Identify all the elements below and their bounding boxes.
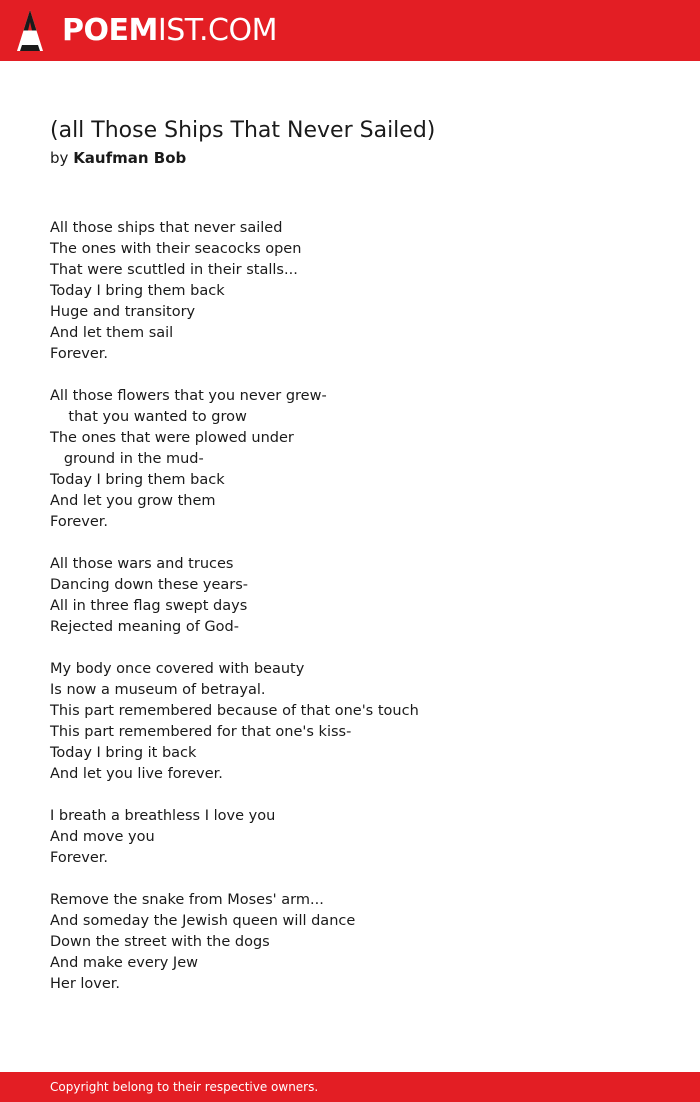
poem-line: Today I bring them back (50, 283, 225, 299)
poem-line: Remove the snake from Moses' arm... (50, 892, 324, 908)
poem-line: ground in the mud- (50, 451, 204, 467)
site-footer (0, 1072, 700, 1102)
poem-line: Today I bring it back (50, 745, 197, 761)
poem-line: And make every Jew (50, 955, 198, 971)
poem-line: Forever. (50, 850, 108, 866)
poem-line: That were scuttled in their stalls... (50, 262, 298, 278)
poem-line: All those flowers that you never grew- (50, 388, 327, 404)
poem-line: I breath a breathless I love you (50, 808, 276, 824)
poem-line: Down the street with the dogs (50, 934, 270, 950)
author-name[interactable]: Kaufman Bob (73, 149, 187, 167)
poem-line: Dancing down these years- (50, 577, 248, 593)
poem-line: Huge and transitory (50, 304, 196, 320)
poem-line: And move you (50, 829, 155, 845)
by-label: by (50, 149, 69, 167)
byline (50, 148, 186, 169)
logo-wordmark-light: IST.COM (157, 13, 277, 48)
poem-line: All in three flag swept days (50, 598, 248, 614)
stanza (50, 386, 670, 533)
poem-body (50, 218, 670, 1016)
poem-line: This part remembered because of that one's touch (50, 703, 419, 719)
stanza (50, 890, 670, 995)
poem-line: The ones with their seacocks open (50, 241, 302, 257)
poem-line: Today I bring them back (50, 472, 225, 488)
poem-line: And someday the Jewish queen will dance (50, 913, 356, 929)
poem-line: My body once covered with beauty (50, 661, 305, 677)
stanza (50, 554, 670, 638)
poem-line: Forever. (50, 514, 108, 530)
poem-line: The ones that were plowed under (50, 430, 294, 446)
poem-title: (all Those Ships That Never Sailed) (50, 118, 436, 143)
logo-wordmark-bold: POEM (62, 13, 158, 48)
copyright-notice: Copyright belong to their respective owners. (50, 1080, 319, 1094)
stanza (50, 806, 670, 869)
stanza (50, 218, 670, 365)
poem-line: And let you grow them (50, 493, 216, 509)
poem-line: that you wanted to grow (50, 409, 247, 425)
poem-line: This part remembered for that one's kiss- (50, 724, 352, 740)
site-header (0, 0, 700, 61)
poem-line: Rejected meaning of God- (50, 619, 239, 635)
poem-line: Is now a museum of betrayal. (50, 682, 266, 698)
poem-line: Forever. (50, 346, 108, 362)
stanza (50, 659, 670, 785)
poem-line: And let you live forever. (50, 766, 223, 782)
poem-line: Her lover. (50, 976, 121, 992)
poem-line: All those ships that never sailed (50, 220, 283, 236)
poem-line: And let them sail (50, 325, 174, 341)
pencil-tip-icon[interactable] (17, 10, 43, 51)
poem-line: All those wars and truces (50, 556, 234, 572)
site-logo-link[interactable] (62, 12, 277, 50)
